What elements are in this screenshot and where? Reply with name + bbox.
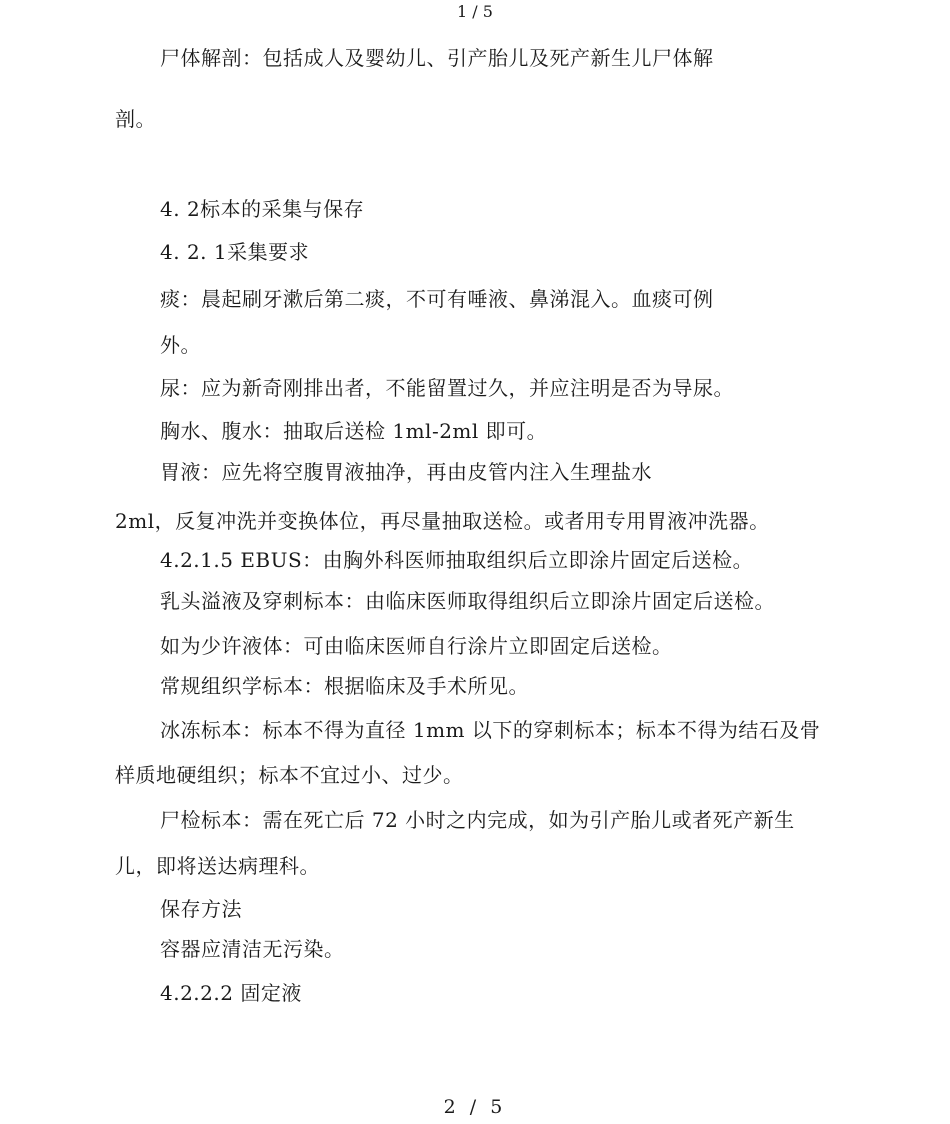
text-line: 样质地硬组织；标本不宜过小、过少。 <box>115 763 464 787</box>
text-line: 尸检标本：需在死亡后 72 小时之内完成，如为引产胎儿或者死产新生 <box>160 808 795 832</box>
subsection-heading: 4.2.2.2 固定液 <box>160 981 302 1005</box>
text-line: 胸水、腹水：抽取后送检 1ml-2ml 即可。 <box>160 419 548 443</box>
text-line: 尿：应为新奇刚排出者，不能留置过久，并应注明是否为导尿。 <box>160 376 734 400</box>
section-heading: 4. 2标本的采集与保存 <box>160 197 365 221</box>
text-line: 尸体解剖：包括成人及婴幼儿、引产胎儿及死产新生儿尸体解 <box>160 46 714 70</box>
subsection-heading: 4. 2. 1采集要求 <box>160 240 310 264</box>
text-line: 剖。 <box>115 107 156 131</box>
subsection-heading: 保存方法 <box>160 897 242 921</box>
text-line: 容器应清洁无污染。 <box>160 937 345 961</box>
text-line: 外。 <box>160 333 201 357</box>
text-line: 冰冻标本：标本不得为直径 1mm 以下的穿刺标本；标本不得为结石及骨 <box>160 718 821 742</box>
bottom-page-number: 2 / 5 <box>443 1096 507 1118</box>
text-line: 4.2.1.5 EBUS：由胸外科医师抽取组织后立即涂片固定后送检。 <box>160 548 754 572</box>
text-line: 痰：晨起刷牙漱后第二痰，不可有唾液、鼻涕混入。血痰可例 <box>160 287 714 311</box>
text-line: 儿，即将送达病理科。 <box>115 854 320 878</box>
text-line: 2ml，反复冲洗并变换体位，再尽量抽取送检。或者用专用胃液冲洗器。 <box>115 509 770 533</box>
text-line: 如为少许液体：可由临床医师自行涂片立即固定后送检。 <box>160 634 673 658</box>
text-line: 乳头溢液及穿刺标本：由临床医师取得组织后立即涂片固定后送检。 <box>160 589 775 613</box>
top-page-number: 1 / 5 <box>457 2 493 21</box>
text-line: 胃液：应先将空腹胃液抽净，再由皮管内注入生理盐水 <box>160 460 652 484</box>
text-line: 常规组织学标本：根据临床及手术所见。 <box>160 674 529 698</box>
